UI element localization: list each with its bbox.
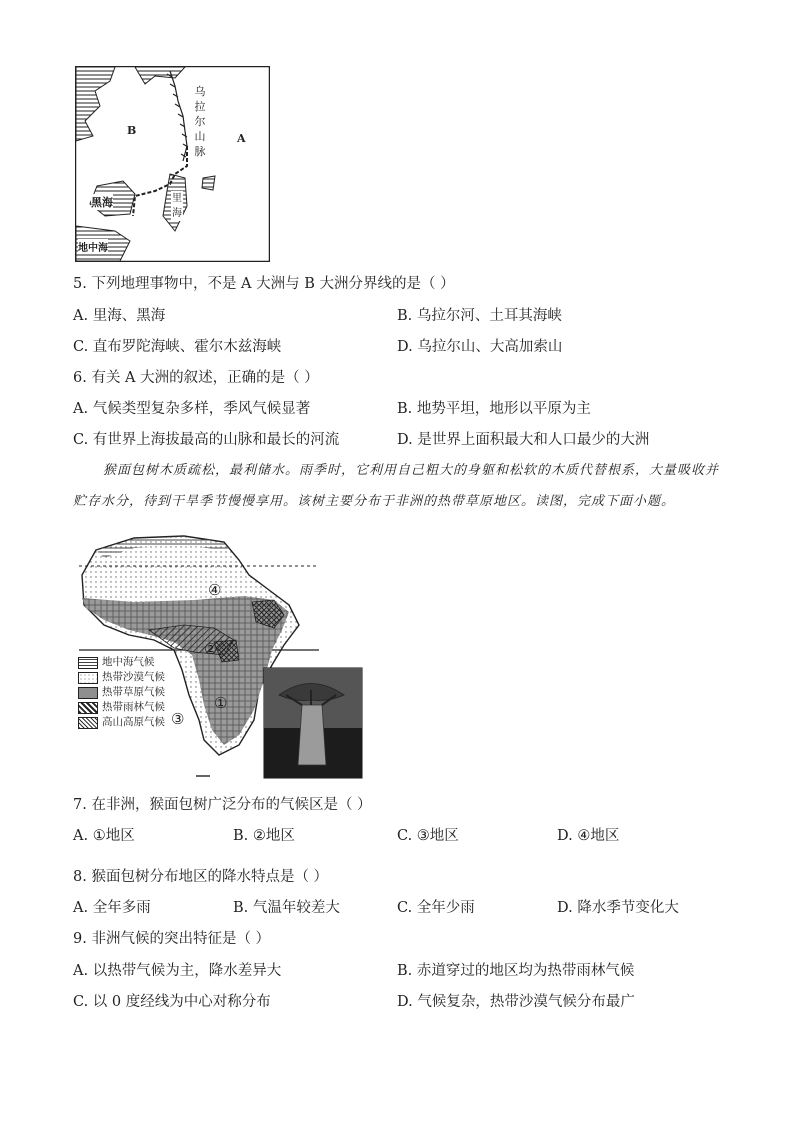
ural-char: 脉: [194, 145, 206, 158]
region-4-label: ④: [208, 581, 222, 599]
legend-desert: 热带沙漠气候: [102, 671, 165, 683]
caspian-char: 里: [172, 193, 182, 204]
ural-char: 拉: [194, 100, 206, 113]
question-6-option-c[interactable]: C. 有世界上海拔最高的山脉和最长的河流: [73, 432, 340, 448]
swatch-highland: [78, 717, 98, 729]
swatch-rainforest: [78, 702, 98, 714]
continent-b-label: B: [127, 124, 137, 137]
black-sea-label: 黑海: [91, 196, 113, 209]
climate-legend: [78, 656, 188, 736]
question-8-option-c[interactable]: C. 全年少雨: [397, 900, 475, 916]
eurasia-map-graphic: [75, 66, 270, 262]
question-6-option-b[interactable]: B. 地势平坦，地形以平原为主: [397, 401, 591, 417]
question-7-option-d[interactable]: D. ④地区: [557, 828, 620, 844]
question-6-option-a[interactable]: A. 气候类型复杂多样，季风气候显著: [73, 401, 311, 417]
swatch-savanna: [78, 687, 98, 699]
question-7-option-a[interactable]: A. ①地区: [73, 828, 135, 844]
question-5-option-d[interactable]: D. 乌拉尔山、大高加索山: [397, 339, 563, 355]
mediterranean-label: 地中海: [78, 239, 108, 254]
legend-highland: 高山高原气候: [102, 716, 165, 728]
ural-char: 尔: [194, 115, 206, 128]
question-9-option-d[interactable]: D. 气候复杂，热带沙漠气候分布最广: [397, 994, 635, 1010]
question-7-stem: 7. 在非洲，猴面包树广泛分布的气候区是（ ）: [73, 797, 372, 813]
question-8-stem: 8. 猴面包树分布地区的降水特点是（ ）: [73, 869, 329, 885]
question-5-option-b[interactable]: B. 乌拉尔河、土耳其海峡: [397, 308, 562, 324]
question-9-option-b[interactable]: B. 赤道穿过的地区均为热带雨林气候: [397, 963, 635, 979]
region-1-label: ①: [214, 694, 228, 712]
question-9-stem: 9. 非洲气候的突出特征是（ ）: [73, 931, 271, 947]
eurasia-boundary-map: [75, 66, 270, 262]
question-8-option-a[interactable]: A. 全年多雨: [73, 900, 151, 916]
legend-savanna: 热带草原气候: [102, 686, 165, 698]
question-5-option-a[interactable]: A. 里海、黑海: [73, 308, 166, 324]
swatch-mediterranean: [78, 657, 98, 669]
africa-map-graphic: [74, 530, 364, 780]
region-3-label: ③: [171, 710, 185, 728]
ural-mountains-label: [193, 84, 207, 159]
ural-char: 山: [194, 130, 206, 143]
ural-char: 乌: [194, 85, 206, 98]
question-7-option-c[interactable]: C. ③地区: [397, 828, 459, 844]
swatch-desert: [78, 672, 98, 684]
continent-a-label: A: [237, 132, 246, 145]
question-5-stem: 5. 下列地理事物中，不是 A 大洲与 B 大洲分界线的是（ ）: [73, 276, 455, 292]
region-2-label: ②: [204, 640, 218, 658]
africa-climate-map: [74, 530, 364, 780]
question-9-option-c[interactable]: C. 以 0 度经线为中心对称分布: [73, 994, 271, 1010]
passage-line-1: 猴面包树木质疏松，最利储水。雨季时，它利用自己粗大的身躯和松软的木质代替根系，大量吸收并: [103, 463, 720, 478]
question-6-option-d[interactable]: D. 是世界上面积最大和人口最少的大洲: [397, 432, 650, 448]
question-9-option-a[interactable]: A. 以热带气候为主，降水差异大: [73, 963, 282, 979]
caspian-sea-label: [171, 191, 183, 221]
question-8-option-b[interactable]: B. 气温年较差大: [233, 900, 340, 916]
question-5-option-c[interactable]: C. 直布罗陀海峡、霍尔木兹海峡: [73, 339, 282, 355]
question-6-stem: 6. 有关 A 大洲的叙述，正确的是（ ）: [73, 370, 319, 386]
legend-rainforest: 热带雨林气候: [102, 701, 165, 713]
question-8-option-d[interactable]: D. 降水季节变化大: [557, 900, 679, 916]
legend-mediterranean: 地中海气候: [102, 656, 155, 668]
caspian-char: 海: [172, 208, 182, 219]
question-7-option-b[interactable]: B. ②地区: [233, 828, 295, 844]
passage-line-2: 贮存水分，待到干旱季节慢慢享用。该树主要分布于非洲的热带草原地区。读图，完成下面小题。: [73, 494, 676, 509]
